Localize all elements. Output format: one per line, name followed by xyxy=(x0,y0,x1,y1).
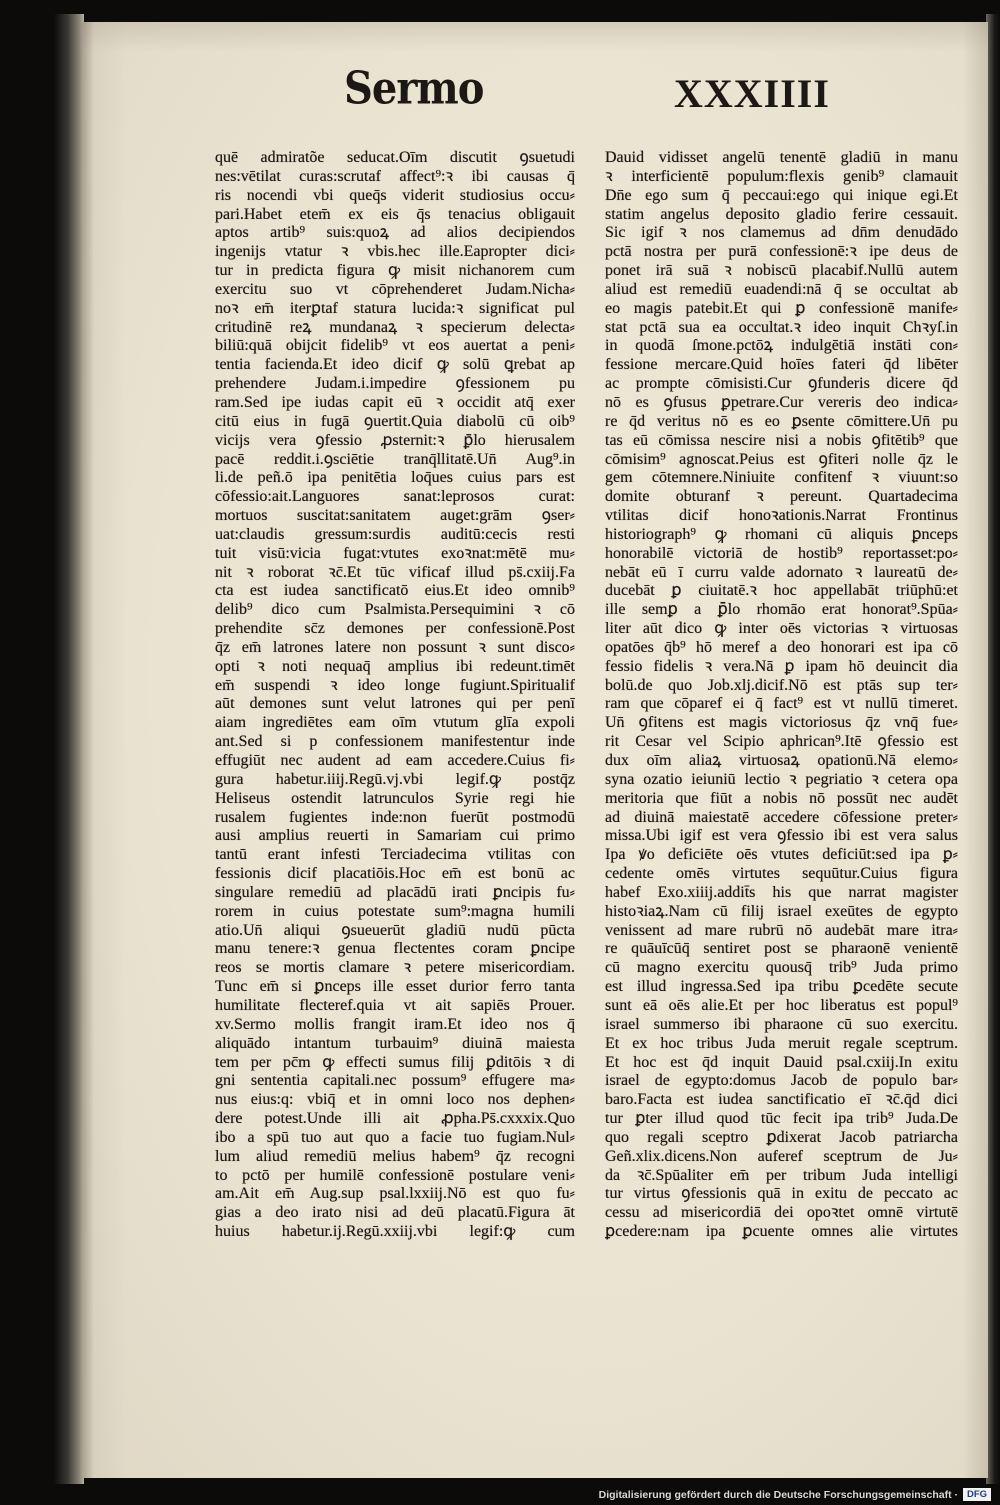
right-column-line: Dauid vidisset angelū tenentē gladiū in manu xyxy=(605,149,958,166)
left-column-line: prehendite sc̄z demones per confessionē.Post xyxy=(215,620,575,638)
right-column-line: meritoria que fiūt a nobis nō possūt nec audēt xyxy=(605,789,958,807)
left-column-line: q̄z em̄ latrones latere non possunt ꝛ sunt disco⸗ xyxy=(215,638,575,656)
right-column-line: statim angelus deposito gladio ferire cessauit. xyxy=(605,205,958,223)
right-column-line: habef Exo.xiiij.addit̄s his que narrat magister xyxy=(605,883,958,901)
left-column-line: manu tenere:ꝛ genua flectentes coram ꝑncipe xyxy=(215,940,575,958)
left-column-line: ingenijs vtatur ꝛ vbis.hec ille.Eapropter dici⸗ xyxy=(215,243,575,261)
left-column-line: rorem in cuius potestate sum⁹:magna humili xyxy=(215,902,575,920)
left-column-line: uat:claudis gressum:surdis auditū:cecis resti xyxy=(215,525,575,543)
left-column-line: aiam ingrediētes eam oīm vtutum glīa expoli xyxy=(215,714,575,732)
left-column-line: to pctō per humilē confessionē postulare veni⸗ xyxy=(215,1166,575,1184)
right-column-line: domite obturanf ꝛ pereunt. Quartadecima xyxy=(605,488,958,506)
right-column-line: re quāuīcūq̄ sentiret post se pharaonē venientē xyxy=(605,940,958,958)
right-column-line: ꝛ interficientē populum:flexis genib⁹ clamauit xyxy=(605,167,958,185)
right-column-line: aliud est remediū euadendi:nā q̄ se occultat ab xyxy=(605,280,958,298)
left-column-line: tentia facienda.Et ideo dicif ꝙ solū ꝗrebat ap xyxy=(215,356,575,374)
right-column-line: vtilitas dicif honoꝛationis.Narrat Frontinus xyxy=(605,507,958,525)
left-column-line: em̄ suspendi ꝛ ideo longe fugiunt.Spiritualif xyxy=(215,676,575,694)
left-column-line: exercitu suo vt cōprehenderet Judam.Nicha⸗ xyxy=(215,280,575,298)
right-column-line: Ipa ꝟo deficiēte oēs vtutes deficiūt:sed ipa ꝑ⸗ xyxy=(605,846,958,864)
left-column-line: prehendere Judam.i.impedire ꝯfessionem pu xyxy=(215,375,575,393)
right-column-line: liter aūt dico ꝙ inter oēs victorias ꝛ virtuosas xyxy=(605,620,958,638)
right-column-line: quo regali sceptro ꝑdixerat Jacob patriarcha xyxy=(605,1128,958,1146)
right-column-line: fessio fidelis ꝛ vera.Nā ꝑ ipam hō deuincit dia xyxy=(605,657,958,675)
right-column-line: Geñ.xlix.dicens.Non auferef sceptrum de Ju⸗ xyxy=(605,1147,958,1165)
right-column-line: bolū.de quo Job.xlj.dicif.Nō est ptās sup ter⸗ xyxy=(605,676,958,694)
left-column-line: critudinē reꝝ mundanaꝝ ꝛ specierum delecta⸗ xyxy=(215,318,575,336)
left-column-line: nit ꝛ roborat ꝛc̄.Et tūc vificaf illud ps̄.cxiij.Fa xyxy=(215,563,575,581)
right-column-line: Dn̄e ego sum q̄ peccaui:ego qui inique egi.Et xyxy=(605,186,958,204)
left-column-line: ram.Sed ipe iudas capit eū ꝛ occidit atq̄ exer xyxy=(215,393,575,411)
left-column-line: ris nocendi vbi queq̄s viderit studiosius occu⸗ xyxy=(215,186,575,204)
left-column-line: pari.Habet etem̄ ex eis q̄s tenacius obligauit xyxy=(215,205,575,223)
right-column-line: in quodā ſmone.pctōꝝ indulgētiā instāti con⸗ xyxy=(605,337,958,355)
right-column-line: ille semꝑ a ꝑ̄lo rhomāo erat honorat⁹.Spūa⸗ xyxy=(605,601,958,619)
left-text-column xyxy=(215,149,575,1242)
left-column-line: nus eius:q: vbiq̄ et in omni loco nos dephen⸗ xyxy=(215,1091,575,1109)
left-column-line: ibo a spū tuo aut quo a facie tuo fugiam.Nul⸗ xyxy=(215,1128,575,1146)
left-column-line: nes:vētilat curas:scrutaf affect⁹:ꝛ ibi causas q̄ xyxy=(215,167,575,185)
right-column-line: dux oīm aliaꝝ virtuosaꝝ opationū.Nā elemo⸗ xyxy=(605,752,958,769)
left-column-line: cta est iudea sanctificatō eius.Et ideo omnib⁹ xyxy=(215,582,575,600)
left-column-line: opti ꝛ noti nequaq̄ amplius ibi redeunt.timēt xyxy=(215,657,575,675)
right-column-line: israel de egypto:domus Jacob de populo bar⸗ xyxy=(605,1072,958,1090)
right-column-line: ponet irā suā ꝛ nobiscū placabif.Nullū autem xyxy=(605,262,958,280)
right-column-line: tur virtus ꝯfessionis quā in exitu de peccato ac xyxy=(605,1185,958,1203)
left-column-line: humilitate flecteref.quia vt ait sapiēs Prouer. xyxy=(215,996,575,1014)
right-column-line: tas eū cōmissa nescire nisi a nobis ꝯfitētib⁹ que xyxy=(605,431,958,449)
right-column-line: ram que cōparef ei q̄ fact⁹ est vt nullū timeret. xyxy=(605,695,958,713)
left-column-line: atio.Un̄ aliqui ꝯsueuerūt gladiū nudū pūcta xyxy=(215,921,575,939)
left-column-line: Tunc em̄ si ꝑnceps ille esset durior ferro tanta xyxy=(215,978,575,996)
left-column-line: noꝛ em̄ iterꝑtaf statura lucida:ꝛ significat pul xyxy=(215,299,575,317)
left-column-line: rusalem fugientes inde:non fuerūt postmodū xyxy=(215,808,575,826)
left-column-line: ausi amplius reuerti in Samariam cui primo xyxy=(215,827,575,845)
right-column-line: cedente omēs virtutes sequūtur.Cuius figura xyxy=(605,865,958,883)
left-column-line: gias a deo irato nisi ad deū placatū.Figura āt xyxy=(215,1204,575,1222)
left-column-line: cōfessio:ait.Languores sanat:leprosos curat: xyxy=(215,488,575,506)
right-column-line: cessu ad misericordiā dei opoꝛtet omnē virtutē xyxy=(605,1204,958,1222)
left-column-line: reos se mortis clamare ꝛ petere misericordiam. xyxy=(215,959,575,977)
right-column-line: eo magis patebit.Et qui ꝑ confessionē manife⸗ xyxy=(605,299,958,317)
left-column-line: xv.Sermo mollis frangit iram.Et ideo nos q̄ xyxy=(215,1015,575,1033)
left-column-line: tuit visū:vicia fugat:vtutes exoꝛnat:mētē mu⸗ xyxy=(215,544,575,562)
left-column-line: citū eius in fugā ꝯuertit.Quia diabolū cū oib⁹ xyxy=(215,412,575,430)
left-column-line: vicijs vera ꝯfessio ꝓsternit:ꝛ ꝑ̄lo hierusalem xyxy=(215,431,575,449)
right-column-line: venissent ad mare rubrū nō audebāt mare itra⸗ xyxy=(605,921,958,939)
right-column-line: israel summerso ibi pharaone cū suo exercitu. xyxy=(605,1015,958,1033)
right-column-line: honorabilē victoriā de hostib⁹ reportasset:po⸗ xyxy=(605,544,958,562)
right-column-line: Un̄ ꝯfitens est magis victoriosus q̄z vnq̄ fue⸗ xyxy=(605,714,958,732)
scan-right-edge xyxy=(986,14,1000,1484)
left-column-line: quē admiratõe seducat.Oīm discutit ꝯsuetudi xyxy=(215,149,575,166)
running-head: Sermo xyxy=(344,62,484,115)
right-column-line: syna ozatio ieiuniū lectio ꝛ pegriatio ꝛ cetera opa xyxy=(605,770,958,788)
left-column-line: dere potest.Unde illi ait ꝓpha.Ps̄.cxxxix.Quo xyxy=(215,1110,575,1128)
left-column-line: tantū erant infesti Terciadecima vtilitas con xyxy=(215,846,575,864)
left-column-line: tur in predicta figura ꝙ misit nichanorem cum xyxy=(215,262,575,280)
right-column-line: ad diuinā maiestatē accedere cōfessione preter⸗ xyxy=(605,808,958,826)
right-column-line: Et ex hoc tribus Juda meruit regale sceptrum. xyxy=(605,1034,958,1052)
right-column-line: opatōes q̄b⁹ hō meref a deo honorari est ipa cō xyxy=(605,638,958,656)
right-column-line: nō es ꝯfusus ꝑpetrare.Cur vereris deo indica⸗ xyxy=(605,393,958,411)
left-column-line: li.de peñ.ō ipa penitētia loq̄ues cuius pars est xyxy=(215,469,575,487)
right-column-line: histoꝛiaꝝ.Nam cū filij israel exeūtes de egypto xyxy=(605,902,958,920)
left-column-line: huius habetur.ij.Regū.xxiij.vbi legif:ꝙ cum xyxy=(215,1223,575,1241)
left-column-line: am.Ait em̄ Aug.sup psal.lxxiij.Nō est quo fu⸗ xyxy=(215,1185,575,1203)
left-column-line: ant.Sed si p confessionem manifestentur inde xyxy=(215,733,575,751)
left-column-line: Heliseus ostendit latrunculos Syrie regi hie xyxy=(215,789,575,807)
right-column-line: Et hoc est q̄d inquit Dauid psal.cxiij.In exitu xyxy=(605,1053,958,1071)
left-column-line: singulare remediū ad placādū irati ꝑncipis fu⸗ xyxy=(215,883,575,901)
scan-left-edge xyxy=(54,14,84,1484)
right-column-line: tur ꝑter illud quod tūc fecit ipa trib⁹ Juda.De xyxy=(605,1110,958,1128)
right-column-line: fessione mercare.Quid hoīes fateri q̄d libēter xyxy=(605,356,958,374)
right-text-column xyxy=(605,149,958,1242)
left-column-line: aliquādo intantum turbauim⁹ diuinā maiesta xyxy=(215,1034,575,1052)
right-column-line: re q̄d veritus nō es eo ꝑsente cōmittere.Un̄ pu xyxy=(605,412,958,430)
right-column-line: cōmisim⁹ agnoscat.Peius est ꝯfiteri nolle q̄z le xyxy=(605,450,958,468)
left-column-line: aūt demones sunt velut latrones qui per penī xyxy=(215,695,575,713)
right-column-line: rit Cesar vel Scipio aphrican⁹.Itē ꝯfessio est xyxy=(605,733,958,751)
book-page xyxy=(82,22,988,1478)
right-column-line: ac prompte cōmisisti.Cur ꝯfunderis dicere q̄d xyxy=(605,375,958,393)
left-column-line: gura habetur.iiij.Regū.vj.vbi legif.ꝙ postq̄z xyxy=(215,770,575,788)
right-column-line: gem cōtemnere.Niniuite confitenf ꝛ viuunt:so xyxy=(605,469,958,487)
right-column-line: Sic igif ꝛ nos clamemus ad dn̄m denudādo xyxy=(605,224,958,242)
left-column-line: biliū:quā obijcit fidelib⁹ vt eos auertat a peni⸗ xyxy=(215,337,575,355)
right-column-line: cū magno exercitu quousq̄ trib⁹ Juda primo xyxy=(605,959,958,977)
left-column-line: lum aliud remediū melius habem⁹ q̄z recogni xyxy=(215,1147,575,1165)
left-column-line: aptos artib⁹ suis:quoꝝ ad alios decipiendos xyxy=(215,224,575,242)
left-column-line: tem per pc̄m ꝙ effecti sumus filij ꝑditōis ꝛ di xyxy=(215,1053,575,1071)
left-column-line: mortuos suscitat:sanitatem auget:grām ꝯser⸗ xyxy=(215,507,575,525)
left-column-line: effugiūt nec audent ad eam accedere.Cuius fi⸗ xyxy=(215,752,575,769)
right-column-line: est illud ingressa.Sed ipa tribu ꝑcedēte secute xyxy=(605,978,958,996)
funding-credit: Digitalisierung gefördert durch die Deutsche Forschungsgemeinschaft · xyxy=(598,1489,958,1501)
right-column-line: missa.Ubi igif est vera ꝯfessio ibi est vera salus xyxy=(605,827,958,845)
left-column-line: pacē reddit.i.ꝯsciētie tranq̄llitatē.Un̄ Aug⁹.in xyxy=(215,450,575,468)
right-column-line: pctā nostra per purā confessionē:ꝛ ipe deus de xyxy=(605,243,958,261)
right-column-line: sunt eā oēs alie.Et per hoc liberatus est popul⁹ xyxy=(605,996,958,1014)
right-column-line: nebāt eū ī curru valde adornato ꝛ laureatū de⸗ xyxy=(605,563,958,581)
left-column-line: fessionis dicif placatiōis.Hoc em̄ est bonū ac xyxy=(215,865,575,883)
right-column-line: baro.Facta est iudea sanctificatio eī ꝛc̄.q̄d dici xyxy=(605,1091,958,1109)
right-column-line: da ꝛc̄.Spūaliter em̄ per tribum Juda intelligi xyxy=(605,1166,958,1184)
footer-bar xyxy=(0,1484,1000,1505)
folio-number: XXXIIII xyxy=(674,71,830,116)
right-column-line: ꝑcedere:nam ipa ꝑcuente omnes alie virtutes xyxy=(605,1223,958,1241)
left-column-line: delib⁹ dico cum Psalmista.Persequimini ꝛ cō xyxy=(215,601,575,619)
right-column-line: stat pctā sua ea occultat.ꝛ ideo inquit Chꝛyſ.in xyxy=(605,318,958,336)
dfg-logo: DFG xyxy=(963,1488,991,1501)
left-column-line: gni sententia capitali.nec possum⁹ effugere ma⸗ xyxy=(215,1072,575,1090)
right-column-line: historiograph⁹ ꝙ rhomani cū aliquis ꝑnceps xyxy=(605,525,958,543)
right-column-line: ducebāt ꝑ ciuitatē.ꝛ hoc appellabāt triūphū:et xyxy=(605,582,958,600)
